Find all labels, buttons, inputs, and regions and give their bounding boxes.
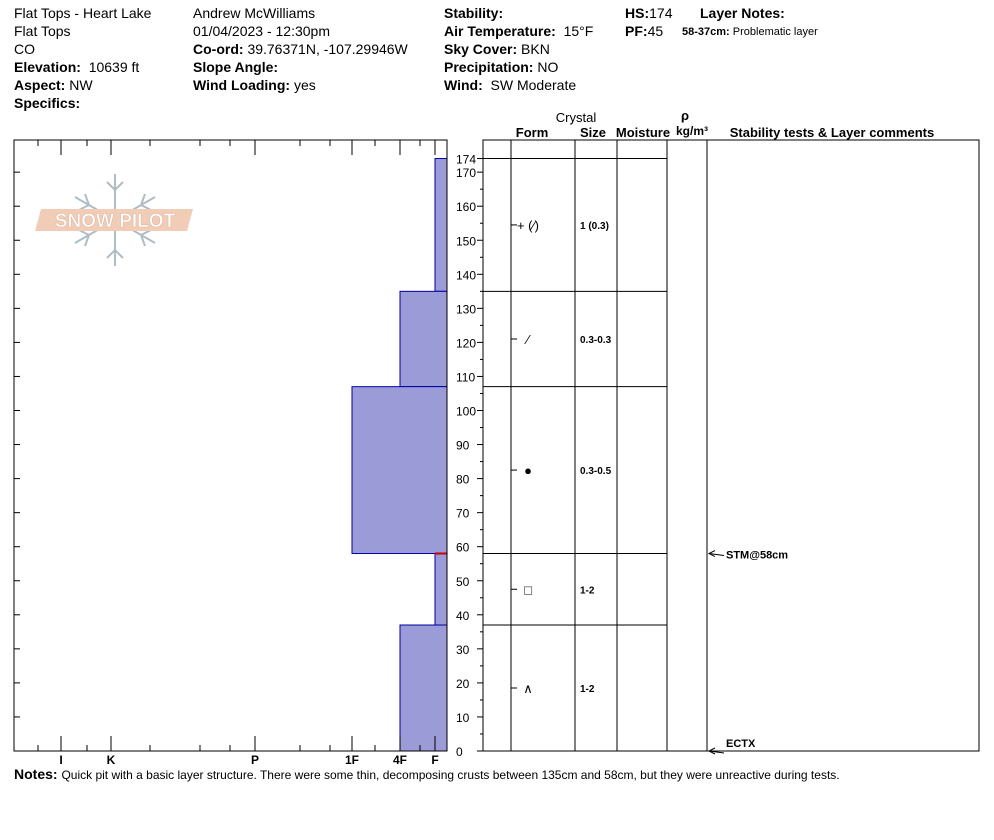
sky-cover-label: Sky Cover: — [444, 41, 518, 57]
depth-tick-label: 174 — [456, 152, 477, 167]
crystal-form-symbol: ● — [524, 463, 532, 479]
layer-note-text: Problematic layer — [732, 26, 818, 38]
layer-note-range: 58-37cm: — [682, 26, 730, 38]
elevation-label: Elevation: — [14, 59, 81, 75]
wind-loading-value: yes — [293, 77, 316, 93]
depth-tick-label: 110 — [456, 370, 476, 385]
hardness-layers — [352, 159, 447, 751]
depth-tick-label: 100 — [456, 404, 477, 419]
depth-tick-label: 60 — [456, 540, 470, 555]
coord-label: Co-ord: — [193, 41, 244, 57]
depth-tick-label: 80 — [456, 472, 470, 487]
depth-tick-label: 120 — [456, 336, 477, 351]
precip-value: NO — [537, 59, 559, 75]
observer-name: Andrew McWilliams — [193, 5, 316, 21]
size-header: Size — [579, 125, 607, 140]
sky-cover-value: BKN — [521, 41, 550, 57]
aspect-label: Aspect: — [14, 77, 66, 93]
snowpilot-logo-text: SNOW PILOT — [54, 211, 176, 232]
crystal-form-symbol: □ — [524, 582, 532, 598]
slope-label: Slope Angle: — [193, 59, 279, 75]
crystal-size-value: 0.3-0.5 — [580, 466, 612, 478]
table-frame — [483, 140, 979, 751]
depth-tick-label: 150 — [456, 234, 477, 249]
crystal-size-value: 1 (0.3) — [580, 220, 609, 232]
crystal-size-value: 1-2 — [580, 684, 595, 696]
coord-value: 39.76371N, -107.29946W — [247, 41, 408, 57]
precip-label: Precipitation: — [444, 59, 534, 75]
pf-value: 45 — [647, 23, 664, 39]
wind-loading-label: Wind Loading: — [193, 77, 291, 93]
hs-label: HS: — [625, 5, 650, 21]
wind-label: Wind: — [444, 77, 483, 93]
hardness-layer-bar — [435, 554, 447, 626]
hardness-tick-label: F — [431, 753, 439, 767]
notes-label: Notes: — [14, 766, 58, 782]
crystal-size-value: 0.3-0.3 — [580, 334, 612, 346]
density-unit-header: kg/m³ — [675, 124, 709, 138]
hardness-tick-label: 1F — [344, 753, 360, 767]
specifics-label: Specifics: — [14, 95, 81, 111]
form-header: Form — [515, 125, 549, 140]
crystal-header: Crystal — [555, 110, 597, 125]
depth-tick-label: 20 — [456, 676, 470, 691]
observation-datetime: 01/04/2023 - 12:30pm — [193, 23, 330, 39]
crystal-form-symbol: ∧ — [523, 681, 533, 697]
elevation-value: 10639 ft — [88, 59, 140, 75]
notes-row — [14, 766, 840, 782]
crystal-form-symbol: + (⁄) — [516, 217, 540, 233]
depth-tick-label: 160 — [456, 200, 477, 215]
location-name: Flat Tops - Heart Lake — [14, 5, 152, 21]
hardness-tick-label: 4F — [392, 753, 408, 767]
stability-test-label: ECTX — [726, 738, 756, 750]
hardness-tick-label: K — [106, 753, 116, 767]
stability-comments-header: Stability tests & Layer comments — [729, 125, 935, 140]
state-name: CO — [14, 41, 35, 57]
hardness-tick-label: P — [250, 753, 260, 767]
depth-tick-label: 90 — [456, 438, 470, 453]
depth-tick-label: 10 — [456, 710, 470, 725]
stability-label: Stability: — [444, 5, 504, 21]
depth-tick-label: 130 — [456, 302, 477, 317]
stability-test-label: STM@58cm — [726, 549, 789, 562]
depth-tick-label: 170 — [456, 166, 477, 181]
density-rho-header: ρ — [680, 108, 690, 123]
hardness-layer-bar — [400, 291, 447, 386]
air-temp-value: 15°F — [563, 23, 594, 39]
layer-table — [483, 140, 979, 754]
wind-value: SW Moderate — [490, 77, 577, 93]
hs-value: 174 — [649, 5, 673, 21]
aspect-value: NW — [69, 77, 93, 93]
air-temp-label: Air Temperature: — [444, 23, 556, 39]
snowpilot-logo — [35, 174, 193, 266]
depth-tick-label: 50 — [456, 574, 470, 589]
hardness-layer-bar — [400, 625, 447, 751]
hardness-layer-bar — [352, 387, 447, 554]
depth-tick-label: 0 — [456, 745, 463, 759]
hardness-layer-bar — [435, 159, 447, 292]
depth-tick-label: 40 — [456, 608, 470, 623]
range-name: Flat Tops — [14, 23, 71, 39]
depth-tick-label: 70 — [456, 506, 470, 521]
depth-tick-label: 30 — [456, 642, 470, 657]
layer-notes-label: Layer Notes: — [700, 5, 785, 21]
notes-text: Quick pit with a basic layer structure. There were some thin, decomposing crusts between 135cm and 58cm, but they were unreactive during tests. — [61, 768, 840, 782]
hardness-tick-label: I — [59, 753, 63, 767]
crystal-form-symbol: ⁄ — [526, 331, 530, 347]
pf-label: PF: — [625, 23, 648, 39]
crystal-size-value: 1-2 — [580, 585, 595, 597]
depth-tick-label: 140 — [456, 268, 477, 283]
moisture-header: Moisture — [615, 125, 671, 140]
